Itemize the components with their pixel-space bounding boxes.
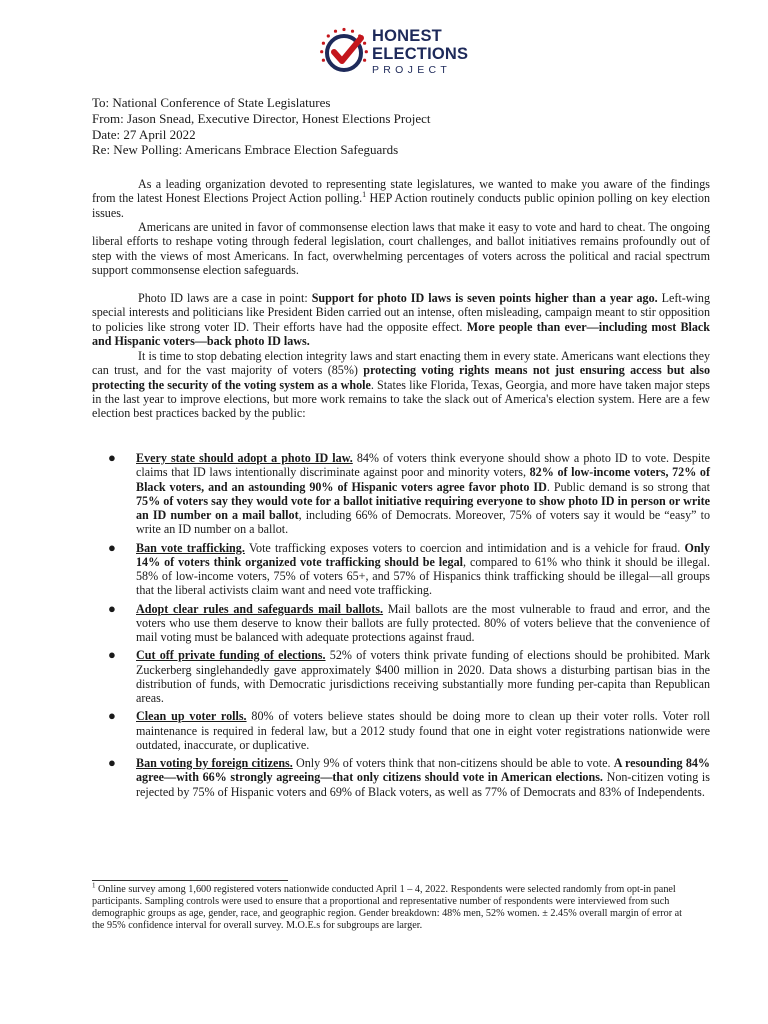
list-item — [108, 541, 710, 598]
paragraph-intro-text-b: HEP Action routinely conducts public opinion polling on key election issues. — [92, 191, 710, 220]
bullet-icon: ● — [108, 755, 116, 770]
paragraph-photo-id-bold: Support for photo ID laws is seven points higher than a year ago. — [311, 291, 658, 305]
bullet-text: 52% of voters think private funding of elections should be prohibited. Mark Zuckerberg singlehandedly gave approximately $400 million in 2020. Data shows a disturbing partisan bias in the distribution of funds, with Democratic jurisdictions receiving substantially more funding per-capita than Republican areas. — [136, 648, 710, 705]
honest-elections-logo — [318, 22, 469, 84]
memo-date: Date: 27 April 2022 — [92, 126, 196, 142]
bullet-text: 80% of voters believe states should be doing more to clean up their voter rolls. Voter roll maintenance is required in federal law, but a 2012 study found that one in eight voter registrations nationwide were outdated, inaccurate, or duplicative. — [136, 709, 710, 752]
paragraph-photo-id-bold-b: More people than ever—including most Black and Hispanic voters—back photo ID laws. — [92, 319, 711, 348]
paragraph-cta-text-b: . States like Florida, Texas, Georgia, and more have taken major steps in the last year to improve elections, but more work remains to take the slack out of America's election system. Here are a few election best practices backed by the public: — [92, 377, 710, 420]
bullet-text: , compared to 61% who think it should be illegal. 58% of low-income voters, 75% of voters 65+, and 57% of Hispanics think trafficking should be illegal—all groups that the liberal activists claim want and need vote trafficking. — [136, 554, 711, 598]
bullet-bold: 82% of low-income voters, 72% of Black voters, and an astounding 90% of Hispanic voters agree favor photo ID — [136, 465, 711, 494]
paragraph-photo-id-text-b: Left-wing special interests and politicians like President Biden carried out an intense, often misleading, campaign meant to stir opposition to policies like strong voter ID. Their efforts have had the opposite effect. — [92, 291, 710, 334]
list-item — [108, 602, 710, 645]
bullet-title: Every state should adopt a photo ID law. — [136, 451, 353, 465]
memo-from: From: Jason Snead, Executive Director, Honest Elections Project — [92, 110, 431, 126]
bullet-icon: ● — [108, 600, 116, 616]
list-item — [108, 709, 710, 752]
bullet-text: 84% of voters think everyone should show a photo ID to vote. Despite claims that ID laws intentionally discriminate against poor and minority voters, — [136, 451, 710, 480]
bullet-text: Mail ballots are the most vulnerable to fraud and error, and the voters who use them deserve to know their ballots are fully protected. 80% of voters believe that the convenience of mail voting must be balanced with adequate protections against fraud. — [136, 601, 710, 644]
footnote — [92, 881, 692, 932]
paragraph-cta-bold: protecting voting rights means not just ensuring access but also protecting the security of the voting system as a whole — [92, 363, 710, 392]
logo-line-project: PROJECT — [372, 64, 452, 76]
bullet-icon: ● — [108, 450, 116, 465]
bullet-icon: ● — [108, 647, 116, 663]
bullet-text: Non-citizen voting is rejected by 75% of Hispanic voters and 69% of Black voters, as well as 77% of Democrats and 83% of Independents. — [136, 770, 710, 799]
bullet-title: Ban voting by foreign citizens. — [136, 756, 293, 770]
bullet-bold: Only 14% of voters think organized vote trafficking should be legal — [136, 540, 710, 569]
bullet-text: Vote trafficking exposes voters to coercion and intimidation and is a vehicle for fraud. — [244, 540, 685, 555]
bullet-text: Only 9% of voters think that non-citizens should be able to vote. — [292, 756, 614, 770]
bullet-icon: ● — [108, 539, 116, 555]
bullet-title: Cut off private funding of elections. — [136, 648, 326, 663]
logo-wordmark — [372, 28, 468, 76]
bullet-title: Adopt clear rules and safeguards mail ballots. — [136, 601, 384, 616]
bullet-bold: A resounding 84% agree—with 66% strongly agreeing—that only citizens should vote in American elections. — [136, 756, 711, 785]
paragraph-photo-id-text: Photo ID laws are a case in point: — [138, 291, 312, 305]
memo-subject: Re: New Polling: Americans Embrace Election Safeguards — [92, 142, 399, 158]
bullet-text: . Public demand is so strong that — [546, 479, 710, 494]
paragraph-photo-id — [92, 291, 710, 348]
logo-line-elections: ELECTIONS — [372, 44, 469, 63]
list-item — [108, 451, 710, 537]
memo-to: To: National Conference of State Legislatures — [92, 95, 331, 110]
footnote-text: Online survey among 1,600 registered voters nationwide conducted April 1 – 4, 2022. Respondents were selected randomly from opt-in panel participants. Sampling controls were used to ensure that a proportional and representative number of respondents were interviewed from such demographic groups as age, gender, race, and geographic region. Gender breakdown: 48% men, 52% women. ± 2.45% overall margin of error at the 95% confidence interval for overall survey. M.O.E.s for subgroups are larger. — [92, 884, 683, 932]
logo-line-honest: HONEST — [372, 27, 442, 45]
bullet-title: Clean up voter rolls. — [136, 709, 247, 724]
bullet-icon: ● — [108, 708, 116, 724]
memo-header — [92, 95, 692, 158]
paragraph-cta-text: It is time to stop debating election integrity laws and start enacting them in every state. Americans want elections they can trust, and for the vast majority of voters (85%) — [92, 349, 710, 378]
bullet-bold: 75% of voters say they would vote for a ballot initiative requiring everyone to show photo ID in person or write an ID number on a mail ballot — [136, 493, 710, 522]
footnote-divider — [92, 880, 288, 881]
bullet-text: , including 66% of Democrats. Moreover, 75% of voters say it would be “easy” to write an ID number on a ballot. — [136, 508, 711, 537]
paragraph-call-to-action — [92, 349, 710, 420]
list-item — [108, 756, 710, 799]
paragraph-intro-text: As a leading organization devoted to representing state legislatures, we wanted to make you aware of the findings from the latest Honest Elections Project Action polling. — [92, 177, 710, 206]
checkmark-seal-icon — [318, 26, 370, 78]
paragraph-intro — [92, 177, 710, 220]
bullet-title: Ban vote trafficking. — [136, 540, 245, 555]
footnote-number: 1 — [92, 881, 96, 890]
paragraph-united-text: Americans are united in favor of commonsense election laws that make it easy to vote and hard to cheat. The ongoing liberal efforts to reshape voting through federal legislation, court challenges, and ballot initiatives remains profoundly out of step with the views of most Americans. In fact, overwhelming percentages of voters across the political and racial spectrum support commonsense election safeguards. — [92, 220, 710, 277]
list-item — [108, 648, 710, 705]
paragraph-united — [92, 220, 710, 277]
best-practices-list — [108, 451, 710, 803]
footnote-ref[interactable]: 1 — [362, 190, 367, 200]
